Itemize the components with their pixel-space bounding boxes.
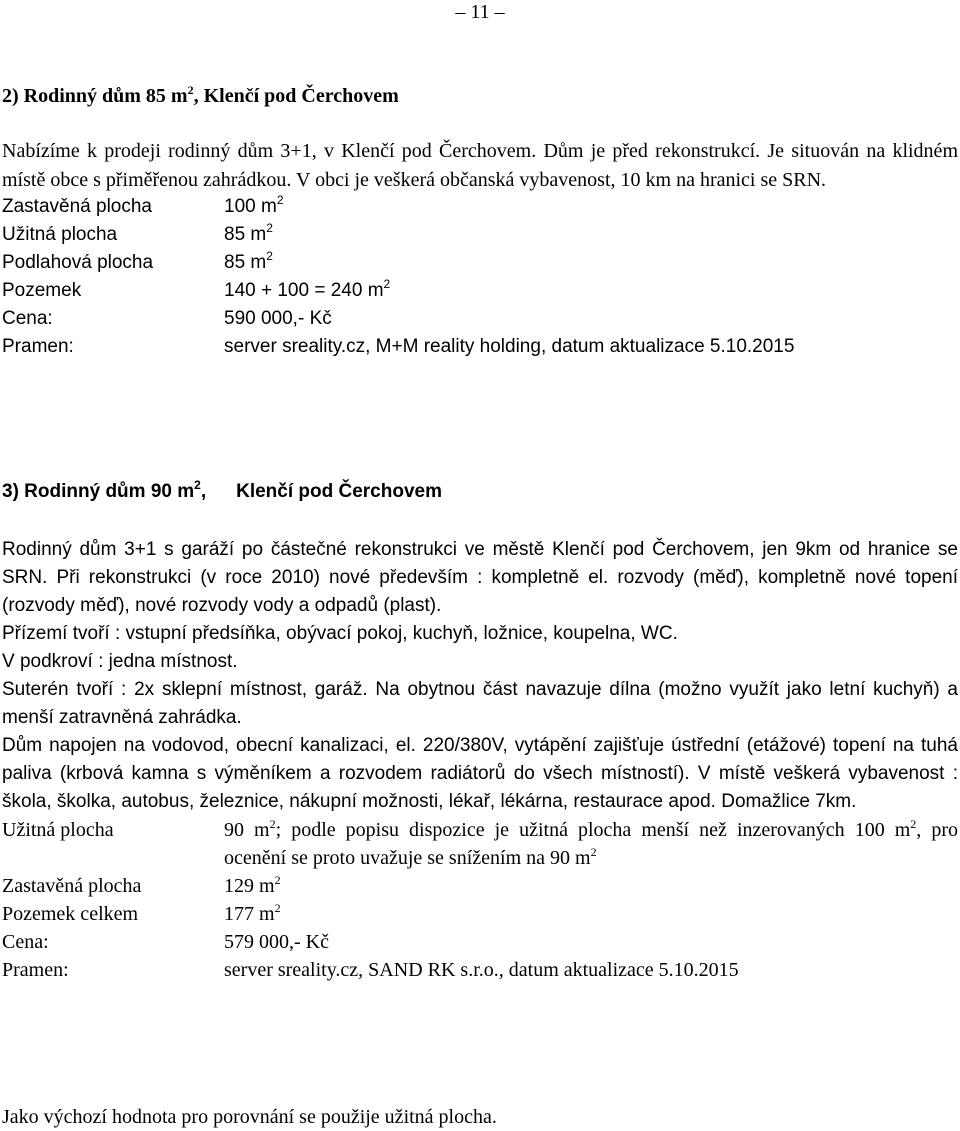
section-2-title-sup: 2 bbox=[187, 83, 194, 97]
section-2-title bbox=[2, 82, 958, 110]
spec-label: Cena: bbox=[2, 931, 49, 953]
spec-label: Pozemek bbox=[2, 280, 82, 301]
spec-row bbox=[2, 956, 958, 984]
spec-label: Užitná plocha bbox=[2, 819, 114, 841]
spec-row bbox=[2, 193, 958, 221]
spec-row bbox=[2, 333, 958, 361]
spec-label: Pramen: bbox=[2, 959, 69, 981]
spec-row-usable bbox=[2, 816, 958, 872]
section-listing-2 bbox=[2, 82, 958, 361]
spec-row bbox=[2, 277, 958, 305]
spec-value bbox=[224, 277, 958, 305]
spec-label: Pozemek celkem bbox=[2, 903, 139, 925]
page-number: – 11 – bbox=[455, 1, 505, 23]
spec-value-note: ; podle popisu dispozice je užitná plocha menší než inzerovaných 100 m bbox=[275, 819, 911, 841]
spec-value-text: 129 m bbox=[224, 875, 275, 897]
spec-value-text: 90 m bbox=[224, 819, 270, 841]
spec-label: Pramen: bbox=[2, 336, 74, 357]
spec-value-text: 100 m bbox=[224, 196, 277, 217]
spec-value bbox=[224, 900, 958, 928]
spec-value-sup: 2 bbox=[274, 901, 281, 915]
spec-label: Zastavěná plocha bbox=[2, 875, 142, 897]
spec-value-text: server sreality.cz, SAND RK s.r.o., datum aktualizace 5.10.2015 bbox=[224, 959, 739, 981]
spec-value-text: 85 m bbox=[224, 252, 267, 273]
section-2-description bbox=[2, 137, 958, 195]
spec-value bbox=[224, 333, 958, 361]
spec-value bbox=[224, 193, 958, 221]
section-3-title-text: 3) Rodinný dům 90 m bbox=[2, 481, 195, 502]
spec-value-text: 177 m bbox=[224, 903, 275, 925]
spec-value bbox=[224, 956, 958, 984]
section-2-description-text: Nabízíme k prodeji rodinný dům 3+1, v Klenčí pod Čerchovem. Dům je před rekonstrukcí. Je situován na klidném místě obce s přiměřenou zahrádkou. V obci je veškerá občanská vybavenost, 10 km na hranici se SRN. bbox=[2, 140, 958, 191]
spec-value-text: 140 + 100 = 240 m bbox=[224, 280, 384, 301]
section-2-specs bbox=[2, 193, 958, 361]
spec-row bbox=[2, 928, 958, 956]
spec-value bbox=[224, 249, 958, 277]
spec-value-sup: 2 bbox=[276, 193, 284, 207]
spec-label: Užitná plocha bbox=[2, 224, 118, 245]
spec-value-note: , pro ocenění se proto uvažuje se snížením na 90 m bbox=[224, 819, 958, 869]
spec-value-sup: 2 bbox=[383, 277, 391, 291]
section-3-paragraph: V podkroví : jedna místnost. bbox=[2, 651, 238, 672]
section-2-title-location: , Klenčí pod Čerchovem bbox=[193, 85, 399, 107]
spec-value bbox=[224, 816, 958, 872]
spec-value-text: 590 000,- Kč bbox=[224, 308, 332, 329]
section-3-paragraph: Dům napojen na vodovod, obecní kanalizaci, el. 220/380V, vytápění zajišťuje ústřední (etážové) topení na tuhá paliva (krbová kamna s výměníkem a rozvodem radiátorů do všech místností). V místě veškerá vybavenost : škola, školka, autobus, železnice, nákupní možnosti, lékař, lékárna, restaurace apod. Domažlice 7km. bbox=[2, 735, 958, 812]
spec-value-text: server sreality.cz, M+M reality holding, datum aktualizace 5.10.2015 bbox=[224, 336, 795, 357]
spec-row bbox=[2, 249, 958, 277]
section-3-specs bbox=[2, 816, 958, 984]
section-3-paragraph: Suterén tvoří : 2x sklepní místnost, garáž. Na obytnou část navazuje dílna (možno využít jako letní kuchyň) a menší zatravněná zahrádka. bbox=[2, 679, 958, 728]
section-3-paragraph: Přízemí tvoří : vstupní předsíňka, obývací pokoj, kuchyň, ložnice, koupelna, WC. bbox=[2, 623, 678, 644]
spec-row bbox=[2, 872, 958, 900]
spec-value bbox=[224, 305, 958, 333]
spec-value-sup: 2 bbox=[269, 817, 276, 831]
section-3-title-location: Klenčí pod Čerchovem bbox=[236, 481, 442, 502]
section-3-title-comma: , bbox=[200, 481, 207, 502]
spec-value bbox=[224, 221, 958, 249]
spec-row bbox=[2, 221, 958, 249]
spec-value bbox=[224, 872, 958, 900]
spec-row bbox=[2, 900, 958, 928]
section-3-paragraph: Rodinný dům 3+1 s garáží po částečné rekonstrukci ve městě Klenčí pod Čerchovem, jen 9km od hranice se SRN. Při rekonstrukci (v roce 2010) nové především : kompletně el. rozvody (měď), kompletně nové topení (rozvody měď), nové rozvody vody a odpadů (plast). bbox=[2, 539, 958, 616]
spec-label: Zastavěná plocha bbox=[2, 196, 152, 217]
spec-value-sup: 2 bbox=[266, 249, 273, 263]
footer-note: Jako výchozí hodnota pro porovnání se použije užitná plocha. bbox=[2, 1106, 497, 1128]
spec-value-sup: 2 bbox=[590, 845, 597, 859]
spec-value-text: 579 000,- Kč bbox=[224, 931, 329, 953]
section-2-title-text: 2) Rodinný dům 85 m bbox=[2, 85, 188, 107]
spec-row bbox=[2, 305, 958, 333]
spec-value-sup: 2 bbox=[910, 817, 917, 831]
spec-value-sup: 2 bbox=[266, 221, 273, 235]
section-3-description bbox=[2, 536, 958, 816]
spec-value-text: 85 m bbox=[224, 224, 267, 245]
spec-label: Podlahová plocha bbox=[2, 252, 154, 273]
spec-value-sup: 2 bbox=[274, 873, 281, 887]
section-3-title bbox=[2, 478, 958, 506]
section-3-title-sup: 2 bbox=[194, 478, 201, 492]
spec-label: Cena: bbox=[2, 308, 53, 329]
spec-value bbox=[224, 928, 958, 956]
section-listing-3 bbox=[2, 478, 958, 984]
